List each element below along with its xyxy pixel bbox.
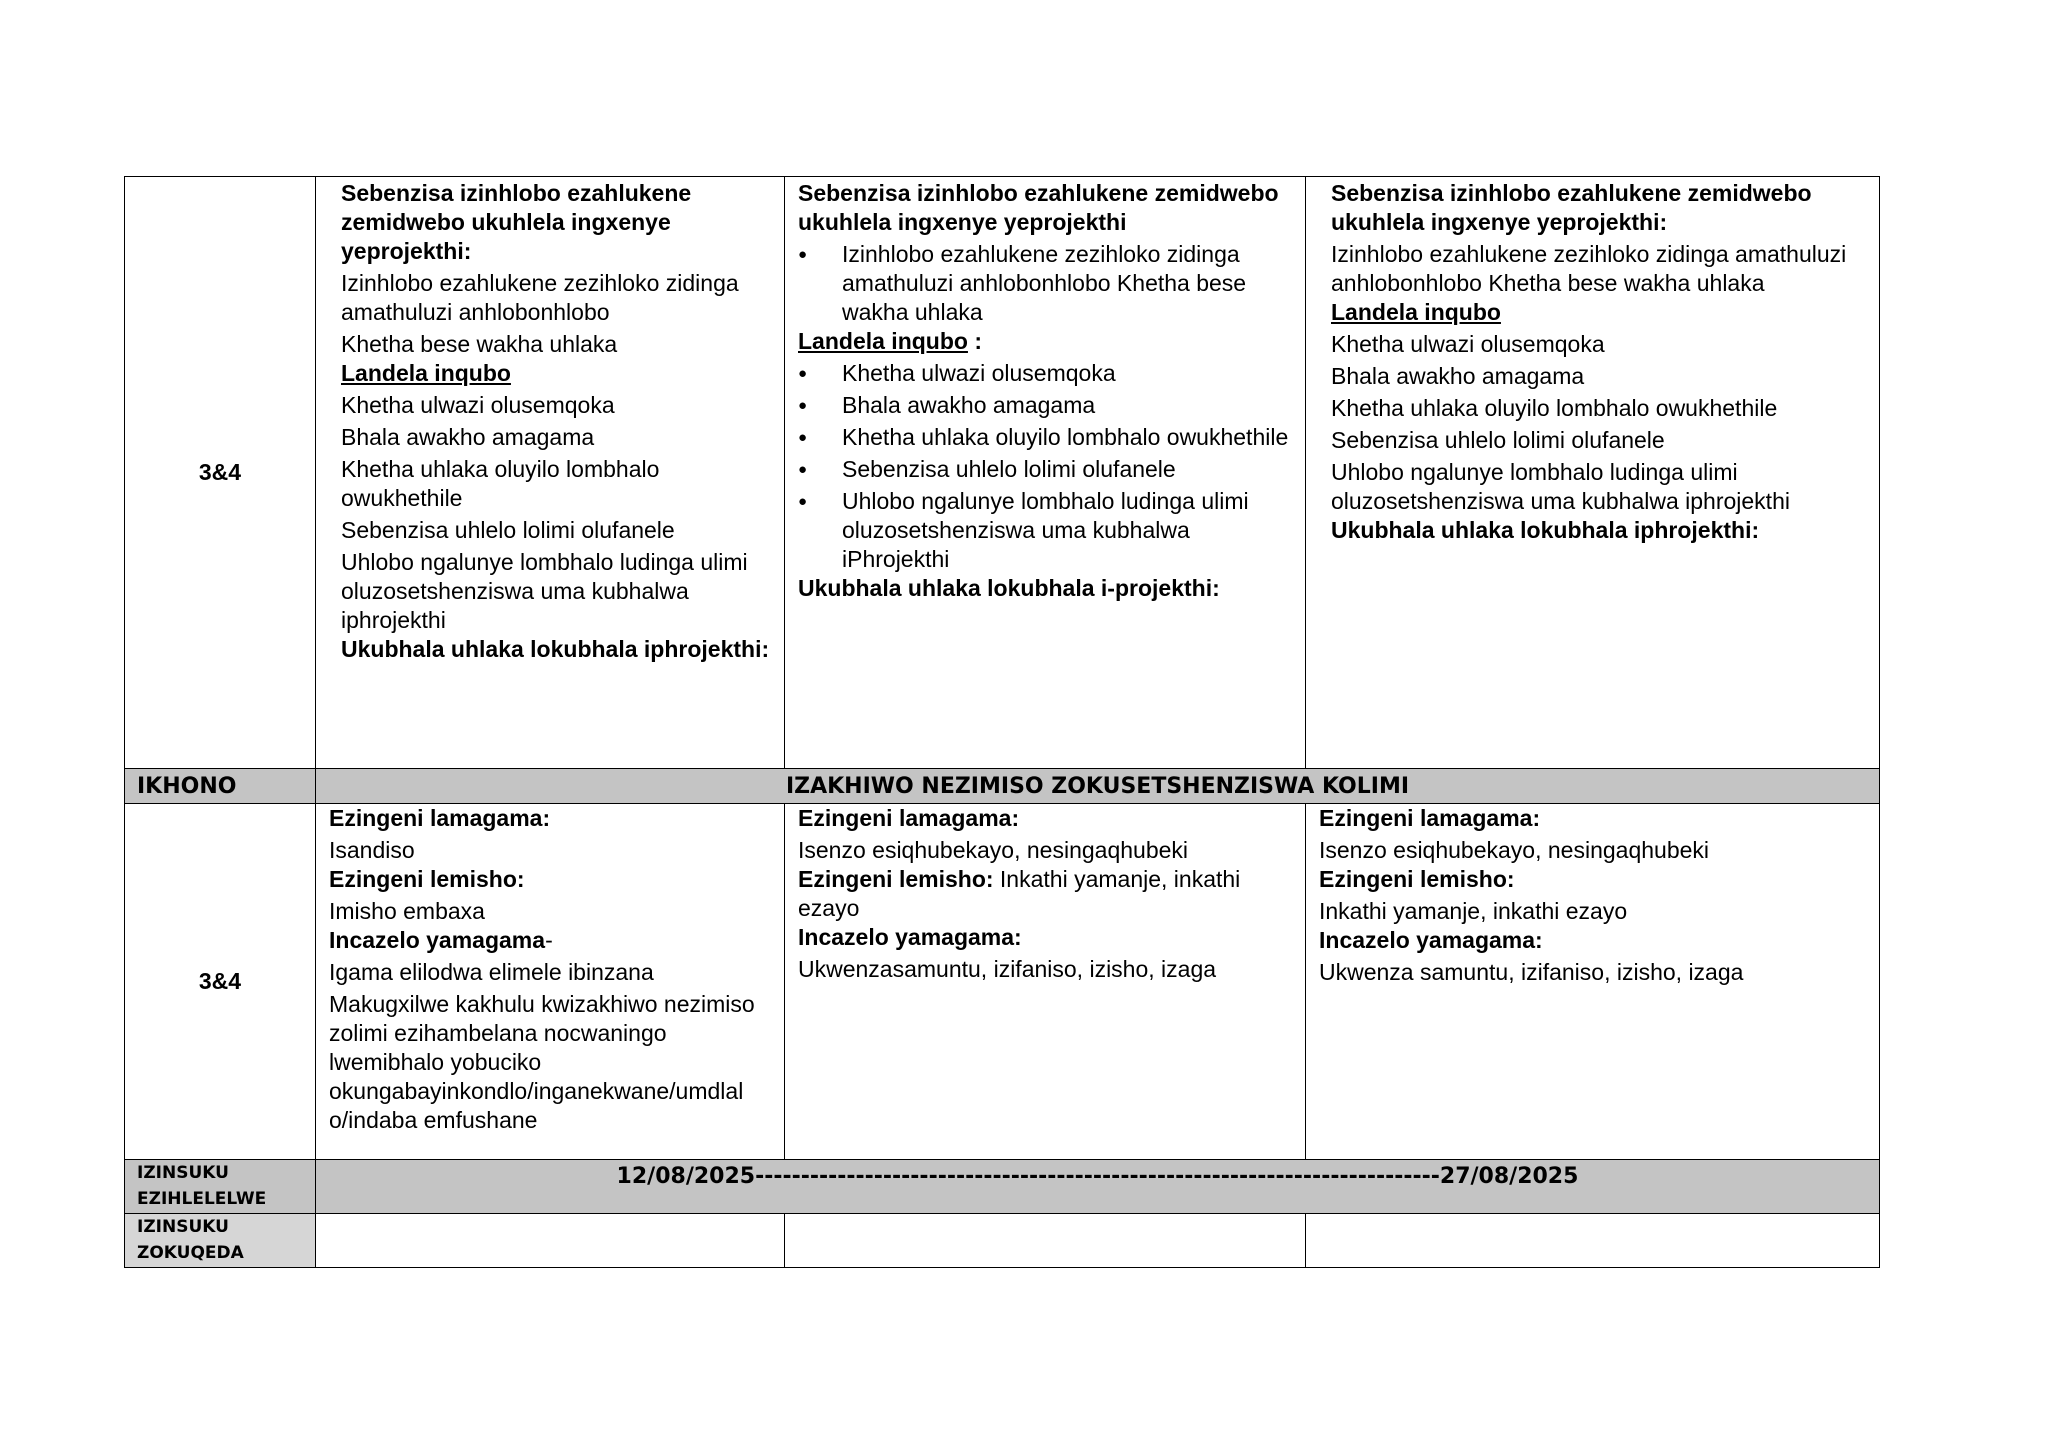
line-text: Khetha ulwazi olusemqoka <box>1331 331 1605 357</box>
line-text: Izinhlobo ezahlukene zezihloko zidinga amathuluzi anhlobonhlobo <box>341 270 739 325</box>
line-text: Igama elilodwa elimele ibinzana <box>329 959 654 985</box>
cell-text <box>1331 330 1869 359</box>
completion-dates-label: IZINSUKU ZOKUQEDA <box>125 1214 316 1268</box>
line-text: Ezingeni lamagama: <box>1319 805 1541 831</box>
line-text: Ukubhala uhlaka lokubhala iphrojekthi: <box>341 636 770 662</box>
cell-heading <box>1319 804 1869 833</box>
line-text: Khetha ulwazi olusemqoka <box>341 392 615 418</box>
list-item <box>798 391 1295 420</box>
line-text: Sebenzisa uhlelo lolimi olufanele <box>341 517 675 543</box>
line-text: Izinhlobo ezahlukene zezihloko zidinga amathuluzi anhlobonhlobo Khetha bese wakha uhlaka <box>842 241 1247 325</box>
cell-heading <box>798 179 1295 237</box>
line-suffix: Inkathi yamanje, inkathi ezayo <box>798 866 1241 921</box>
table-row <box>125 177 1880 769</box>
line-text: Incazelo yamagama: <box>1319 927 1543 953</box>
cell-heading <box>1331 179 1869 237</box>
list-item <box>798 423 1295 452</box>
line-suffix: - <box>545 927 553 953</box>
table-row <box>125 1214 1880 1268</box>
cell-subheading <box>1331 298 1869 327</box>
cell-text <box>1331 362 1869 391</box>
cell-text <box>798 836 1295 865</box>
planned-dates-label: IZINSUKU EZIHLELELWE <box>125 1160 316 1214</box>
row2-col2 <box>785 804 1306 1160</box>
line-text: Ezingeni lemisho: <box>798 866 994 892</box>
planned-dates-value: 12/08/2025---------------------------------------------------------------------------27/08/2025 <box>316 1160 1880 1214</box>
cell-heading <box>798 865 1295 923</box>
line-text: Bhala awakho amagama <box>341 424 595 450</box>
row1-col1 <box>316 177 785 769</box>
line-text: Uhlobo ngalunye lombhalo ludinga ulimi oluzosetshenziswa uma kubhalwa iphrojekthi <box>1331 459 1790 514</box>
completion-cell[interactable] <box>785 1214 1306 1268</box>
line-text: Ukwenzasamuntu, izifaniso, izisho, izaga <box>798 956 1217 982</box>
cell-text <box>798 955 1295 984</box>
cell-heading <box>1319 926 1869 955</box>
cell-text <box>1331 394 1869 423</box>
grade-label: 3&4 <box>198 968 242 994</box>
cell-heading <box>1331 516 1869 545</box>
cell-text <box>341 423 774 452</box>
cell-text <box>341 330 774 359</box>
lesson-plan-table <box>124 176 1879 1268</box>
row1-col3 <box>1306 177 1880 769</box>
skill-header: IKHONO <box>125 769 316 804</box>
line-text: Landela inqubo <box>1331 299 1501 325</box>
cell-heading <box>798 923 1295 952</box>
cell-text <box>341 391 774 420</box>
line-text: Sebenzisa uhlelo lolimi olufanele <box>1331 427 1665 453</box>
cell-subheading <box>798 327 1295 356</box>
cell-heading <box>341 635 774 664</box>
cell-text <box>1319 836 1869 865</box>
cell-heading <box>341 179 774 266</box>
cell-text <box>329 958 774 987</box>
row1-col2 <box>785 177 1306 769</box>
table-row <box>125 1160 1880 1214</box>
cell-text <box>341 455 774 513</box>
line-text: Sebenzisa izinhlobo ezahlukene zemidwebo ukuhlela ingxenye yeprojekthi: <box>1331 180 1812 235</box>
grade-cell <box>125 804 316 1160</box>
line-text: Sebenzisa uhlelo lolimi olufanele <box>842 456 1176 482</box>
cell-heading <box>798 574 1295 603</box>
line-text: Landela inqubo <box>341 360 511 386</box>
line-text: Khetha uhlaka oluyilo lombhalo owukhethile <box>341 456 660 511</box>
line-text: Isandiso <box>329 837 415 863</box>
cell-text <box>329 897 774 926</box>
cell-text <box>1331 240 1869 298</box>
grade-cell <box>125 177 316 769</box>
completion-cell[interactable] <box>316 1214 785 1268</box>
line-suffix: : <box>967 328 983 354</box>
cell-text <box>329 990 774 1135</box>
cell-heading <box>329 926 774 955</box>
cell-heading <box>798 804 1295 833</box>
grade-label: 3&4 <box>198 459 242 485</box>
line-text: Makugxilwe kakhulu kwizakhiwo nezimiso zolimi ezihambelana nocwaningo lwemibhalo yobuciko okungabayinkondlo/inganekwane/umdlal o/indaba emfushane <box>329 991 755 1133</box>
completion-cell[interactable] <box>1306 1214 1880 1268</box>
row2-col3 <box>1306 804 1880 1160</box>
list-item <box>798 240 1295 327</box>
line-text: Izinhlobo ezahlukene zezihloko zidinga amathuluzi anhlobonhlobo Khetha bese wakha uhlaka <box>1331 241 1847 296</box>
line-text: Ezingeni lemisho: <box>1319 866 1515 892</box>
table-row <box>125 804 1880 1160</box>
line-text: Khetha bese wakha uhlaka <box>341 331 618 357</box>
list-item <box>798 455 1295 484</box>
cell-text <box>329 836 774 865</box>
line-text: Incazelo yamagama: <box>798 924 1022 950</box>
line-text: Khetha ulwazi olusemqoka <box>842 360 1116 386</box>
line-text: Bhala awakho amagama <box>842 392 1096 418</box>
cell-heading <box>329 865 774 894</box>
cell-text <box>1319 958 1869 987</box>
cell-text <box>341 269 774 327</box>
cell-text <box>1331 458 1869 516</box>
line-text: Ukubhala uhlaka lokubhala i-projekthi: <box>798 575 1220 601</box>
table-row <box>125 769 1880 804</box>
line-text: Imisho embaxa <box>329 898 485 924</box>
line-text: Isenzo esiqhubekayo, nesingaqhubeki <box>798 837 1189 863</box>
line-text: Isenzo esiqhubekayo, nesingaqhubeki <box>1319 837 1710 863</box>
line-text: Ukubhala uhlaka lokubhala iphrojekthi: <box>1331 517 1760 543</box>
line-text: Sebenzisa izinhlobo ezahlukene zemidwebo ukuhlela ingxenye yeprojekthi: <box>341 180 692 264</box>
line-text: Landela inqubo <box>798 328 968 354</box>
list-item <box>798 487 1295 574</box>
line-text: Khetha uhlaka oluyilo lombhalo owukhethile <box>1331 395 1778 421</box>
cell-heading <box>329 804 774 833</box>
line-text: Inkathi yamanje, inkathi ezayo <box>1319 898 1628 924</box>
line-text: Uhlobo ngalunye lombhalo ludinga ulimi oluzosetshenziswa uma kubhalwa iPhrojekthi <box>842 488 1249 572</box>
cell-text <box>341 548 774 635</box>
cell-subheading <box>341 359 774 388</box>
line-text: Ezingeni lamagama: <box>798 805 1020 831</box>
line-text: Incazelo yamagama <box>329 927 546 953</box>
row2-col1 <box>316 804 785 1160</box>
line-text: Ezingeni lemisho: <box>329 866 525 892</box>
cell-heading <box>1319 865 1869 894</box>
line-text: Ukwenza samuntu, izifaniso, izisho, izaga <box>1319 959 1744 985</box>
line-text: Ezingeni lamagama: <box>329 805 551 831</box>
list-item <box>798 359 1295 388</box>
section-title: IZAKHIWO NEZIMISO ZOKUSETSHENZISWA KOLIMI <box>316 769 1880 804</box>
cell-text <box>1331 426 1869 455</box>
line-text: Sebenzisa izinhlobo ezahlukene zemidwebo ukuhlela ingxenye yeprojekthi <box>798 180 1279 235</box>
line-text: Uhlobo ngalunye lombhalo ludinga ulimi oluzosetshenziswa uma kubhalwa iphrojekthi <box>341 549 748 633</box>
line-text: Bhala awakho amagama <box>1331 363 1585 389</box>
cell-text <box>1319 897 1869 926</box>
cell-text <box>341 516 774 545</box>
line-text: Khetha uhlaka oluyilo lombhalo owukhethile <box>842 424 1289 450</box>
